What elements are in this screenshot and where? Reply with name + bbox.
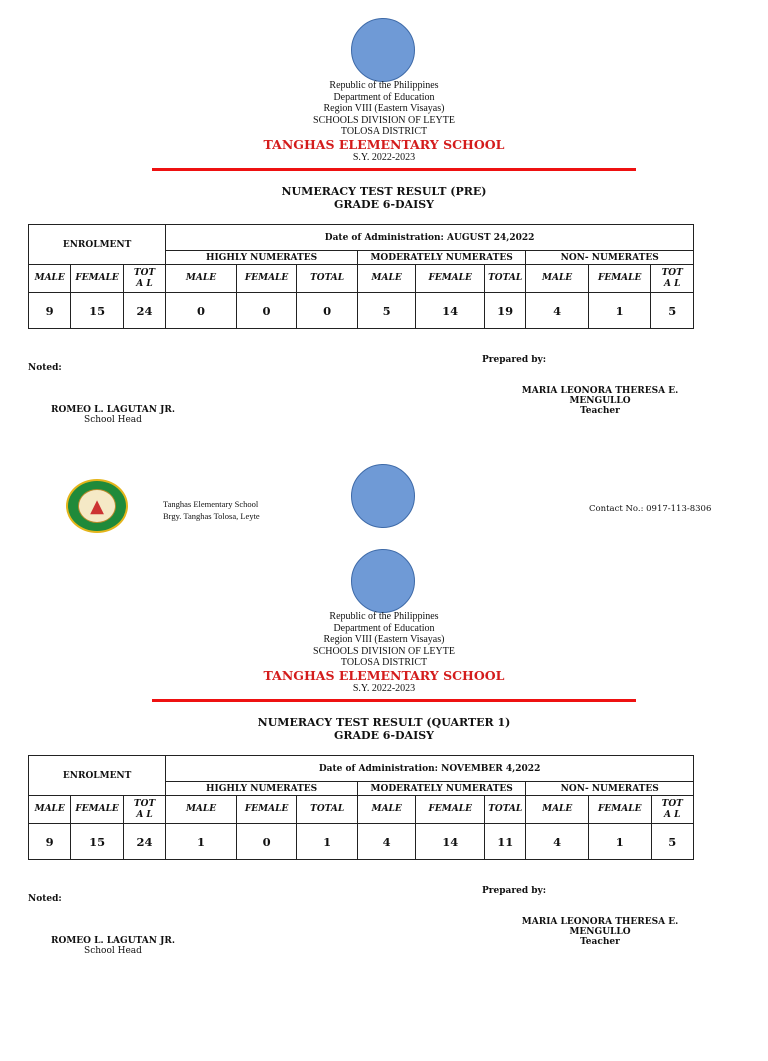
- report-title-block: [0, 186, 768, 211]
- cell-value: 5: [651, 824, 693, 860]
- school-name: TANGHAS ELEMENTARY SCHOOL: [263, 136, 505, 152]
- head-title: School Head: [84, 946, 142, 956]
- footer-seal-icon: [351, 464, 415, 528]
- cell-value: 5: [357, 293, 416, 329]
- col-male: MALE: [526, 265, 589, 293]
- table-row: [29, 824, 694, 860]
- header-region: Region VIII (Eastern Visayas): [323, 634, 445, 645]
- moderately-numerates-header: MODERATELY NUMERATES: [357, 782, 525, 796]
- admin-date: Date of Administration: AUGUST 24,2022: [166, 225, 694, 251]
- cell-value: 0: [166, 293, 237, 329]
- footer-address: [163, 498, 260, 522]
- results-table: [28, 224, 694, 329]
- cell-value: 15: [71, 824, 123, 860]
- school-logo-icon: [66, 479, 128, 533]
- col-male: MALE: [526, 796, 589, 824]
- enrolment-header: ENROLMENT: [29, 225, 166, 265]
- cell-value: 4: [526, 293, 589, 329]
- col-female: FEMALE: [236, 796, 297, 824]
- deped-seal-icon: [351, 549, 415, 613]
- col-female: FEMALE: [416, 796, 485, 824]
- head-name: ROMEO L. LAGUTAN JR.: [51, 405, 175, 415]
- report-title: NUMERACY TEST RESULT (QUARTER 1): [257, 716, 511, 729]
- header-division: SCHOOLS DIVISION OF LEYTE: [313, 114, 455, 126]
- col-total: TOTAL: [297, 796, 358, 824]
- footer-school: Tanghas Elementary School: [163, 499, 259, 509]
- col-total: TOTA L: [123, 265, 165, 293]
- head-name: ROMEO L. LAGUTAN JR.: [51, 936, 175, 946]
- col-female: FEMALE: [71, 796, 123, 824]
- header-district: TOLOSA DISTRICT: [340, 657, 428, 668]
- col-male: MALE: [166, 265, 237, 293]
- cell-value: 0: [236, 824, 297, 860]
- col-total: TOTAL: [485, 796, 526, 824]
- cell-value: 11: [485, 824, 526, 860]
- letterhead: [0, 80, 768, 163]
- cell-value: 9: [29, 293, 71, 329]
- cell-value: 15: [71, 293, 123, 329]
- head-signature: [48, 405, 178, 425]
- cell-value: 9: [29, 824, 71, 860]
- cell-value: 4: [357, 824, 416, 860]
- report-title: NUMERACY TEST RESULT (PRE): [281, 185, 487, 198]
- header-department: Department of Education: [333, 622, 435, 634]
- teacher-title: Teacher: [580, 406, 620, 416]
- table-row: [29, 293, 694, 329]
- footer-contact: Contact No.: 0917-113-8306: [589, 504, 712, 514]
- teacher-title: Teacher: [580, 937, 620, 947]
- cell-value: 14: [416, 293, 485, 329]
- col-male: MALE: [357, 265, 416, 293]
- results-table: [28, 755, 694, 860]
- col-female: FEMALE: [588, 796, 651, 824]
- col-male: MALE: [357, 796, 416, 824]
- noted-label: Noted:: [28, 363, 62, 373]
- cell-value: 24: [123, 824, 165, 860]
- cell-value: 1: [588, 824, 651, 860]
- col-total: TOTA L: [651, 796, 693, 824]
- teacher-name: MARIA LEONORA THERESA E. MENGULLO: [521, 917, 679, 937]
- col-female: FEMALE: [236, 265, 297, 293]
- torch-icon: ▲: [78, 489, 116, 523]
- col-female: FEMALE: [588, 265, 651, 293]
- school-year: S.Y. 2022-2023: [352, 682, 416, 694]
- col-male: MALE: [166, 796, 237, 824]
- col-female: FEMALE: [416, 265, 485, 293]
- cell-value: 14: [416, 824, 485, 860]
- teacher-signature: [490, 917, 710, 947]
- report-grade: GRADE 6-DAISY: [333, 197, 435, 211]
- cell-value: 24: [123, 293, 165, 329]
- cell-value: 19: [484, 293, 525, 329]
- teacher-signature: [490, 386, 710, 416]
- col-male: MALE: [29, 796, 71, 824]
- head-title: School Head: [84, 415, 142, 425]
- cell-value: 0: [236, 293, 297, 329]
- col-total: TOTA L: [123, 796, 165, 824]
- head-signature: [48, 936, 178, 956]
- report-grade: GRADE 6-DAISY: [333, 728, 435, 742]
- moderately-numerates-header: MODERATELY NUMERATES: [357, 251, 525, 265]
- cell-value: 5: [651, 293, 694, 329]
- col-total: TOTA L: [651, 265, 694, 293]
- header-region: Region VIII (Eastern Visayas): [323, 103, 445, 114]
- red-divider: [152, 699, 636, 702]
- cell-value: 4: [526, 824, 589, 860]
- letterhead: [0, 611, 768, 694]
- admin-date: Date of Administration: NOVEMBER 4,2022: [166, 756, 694, 782]
- enrolment-header: ENROLMENT: [29, 756, 166, 796]
- col-male: MALE: [29, 265, 71, 293]
- prepared-by-label: Prepared by:: [482, 355, 547, 365]
- report-title-block: [0, 717, 768, 742]
- prepared-by-label: Prepared by:: [482, 886, 547, 896]
- col-female: FEMALE: [71, 265, 123, 293]
- non-numerates-header: NON- NUMERATES: [526, 251, 694, 265]
- school-name: TANGHAS ELEMENTARY SCHOOL: [263, 667, 505, 683]
- cell-value: 1: [297, 824, 358, 860]
- cell-value: 0: [297, 293, 358, 329]
- header-republic: Republic of the Philippines: [329, 611, 439, 622]
- col-total: TOTAL: [297, 265, 358, 293]
- non-numerates-header: NON- NUMERATES: [526, 782, 694, 796]
- highly-numerates-header: HIGHLY NUMERATES: [166, 782, 358, 796]
- deped-seal-icon: [351, 18, 415, 82]
- header-department: Department of Education: [333, 91, 435, 103]
- red-divider: [152, 168, 636, 171]
- school-year: S.Y. 2022-2023: [352, 151, 416, 163]
- noted-label: Noted:: [28, 894, 62, 904]
- report-page: [0, 0, 768, 530]
- header-district: TOLOSA DISTRICT: [340, 126, 428, 137]
- header-republic: Republic of the Philippines: [329, 80, 439, 91]
- cell-value: 1: [588, 293, 651, 329]
- teacher-name: MARIA LEONORA THERESA E. MENGULLO: [521, 386, 679, 406]
- highly-numerates-header: HIGHLY NUMERATES: [166, 251, 358, 265]
- cell-value: 1: [166, 824, 237, 860]
- header-division: SCHOOLS DIVISION OF LEYTE: [313, 645, 455, 657]
- report-page: [0, 531, 768, 1061]
- col-total: TOTAL: [484, 265, 525, 293]
- footer-brgy: Brgy. Tanghas Tolosa, Leyte: [163, 511, 260, 521]
